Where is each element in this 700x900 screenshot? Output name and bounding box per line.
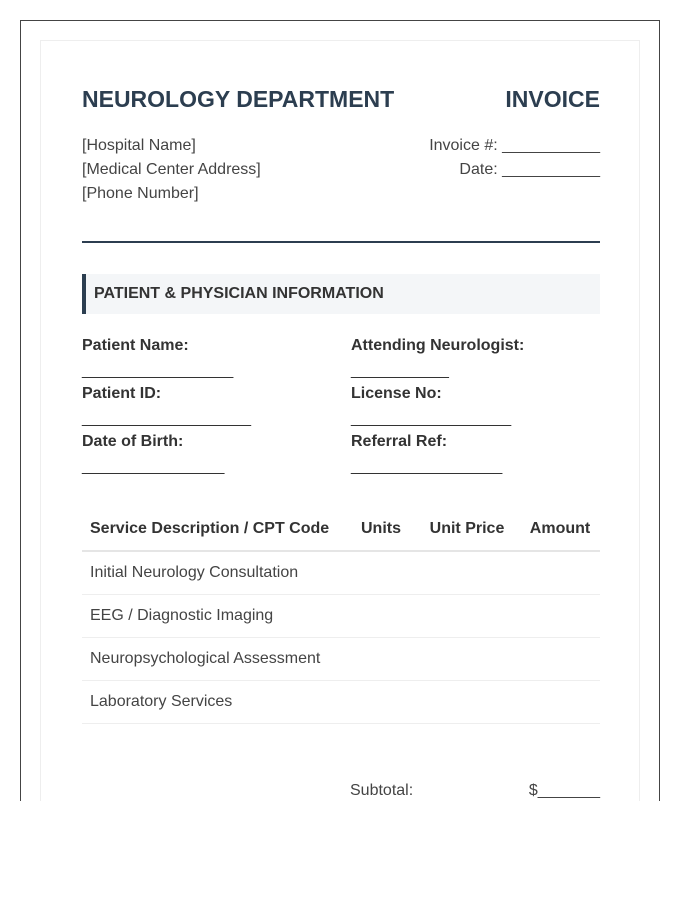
section-title: PATIENT & PHYSICIAN INFORMATION bbox=[94, 285, 384, 302]
attending-neurologist-line: ___________ bbox=[351, 362, 449, 379]
service-units bbox=[348, 638, 414, 681]
section-header bbox=[82, 274, 600, 314]
patient-name-label: Patient Name: bbox=[82, 337, 189, 354]
hospital-name: [Hospital Name] bbox=[82, 137, 196, 154]
date-of-birth-label: Date of Birth: bbox=[82, 433, 184, 450]
document-title: INVOICE bbox=[505, 86, 600, 112]
license-no-label: License No: bbox=[351, 385, 442, 402]
table-row bbox=[82, 595, 600, 638]
service-amount bbox=[520, 638, 600, 681]
column-header-units: Units bbox=[348, 508, 414, 551]
invoice-date-field: Date: ___________ bbox=[459, 161, 600, 178]
table-header-row bbox=[82, 508, 600, 551]
service-amount bbox=[520, 681, 600, 724]
referral-ref-line: _________________ bbox=[351, 458, 503, 475]
service-units bbox=[348, 551, 414, 595]
patient-id-label: Patient ID: bbox=[82, 385, 162, 402]
service-description: Initial Neurology Consultation bbox=[82, 551, 348, 595]
hospital-phone: [Phone Number] bbox=[82, 185, 199, 202]
column-header-unit-price: Unit Price bbox=[414, 508, 520, 551]
service-description: EEG / Diagnostic Imaging bbox=[82, 595, 348, 638]
date-of-birth-line: ________________ bbox=[82, 458, 225, 475]
services-table bbox=[82, 508, 600, 724]
service-description: Laboratory Services bbox=[82, 681, 348, 724]
table-row bbox=[82, 638, 600, 681]
service-unit-price bbox=[414, 638, 520, 681]
table-row bbox=[82, 551, 600, 595]
service-units bbox=[348, 681, 414, 724]
hospital-address: [Medical Center Address] bbox=[82, 161, 261, 178]
subtotal-value: $_______ bbox=[528, 782, 600, 799]
referral-ref-label: Referral Ref: bbox=[351, 433, 448, 450]
column-header-description: Service Description / CPT Code bbox=[82, 508, 348, 551]
service-units bbox=[348, 595, 414, 638]
invoice-number-field: Invoice #: ___________ bbox=[429, 137, 600, 154]
attending-neurologist-label: Attending Neurologist: bbox=[351, 337, 525, 354]
header-divider bbox=[82, 241, 600, 243]
service-unit-price bbox=[414, 551, 520, 595]
department-title: NEUROLOGY DEPARTMENT bbox=[82, 86, 395, 112]
subtotal-label: Subtotal: bbox=[350, 782, 414, 799]
service-description: Neuropsychological Assessment bbox=[82, 638, 348, 681]
service-unit-price bbox=[414, 595, 520, 638]
patient-name-line: _________________ bbox=[82, 362, 234, 379]
column-header-amount: Amount bbox=[520, 508, 600, 551]
service-amount bbox=[520, 595, 600, 638]
service-unit-price bbox=[414, 681, 520, 724]
license-no-line: __________________ bbox=[351, 410, 512, 427]
table-row bbox=[82, 681, 600, 724]
service-amount bbox=[520, 551, 600, 595]
patient-id-line: ___________________ bbox=[82, 410, 252, 427]
